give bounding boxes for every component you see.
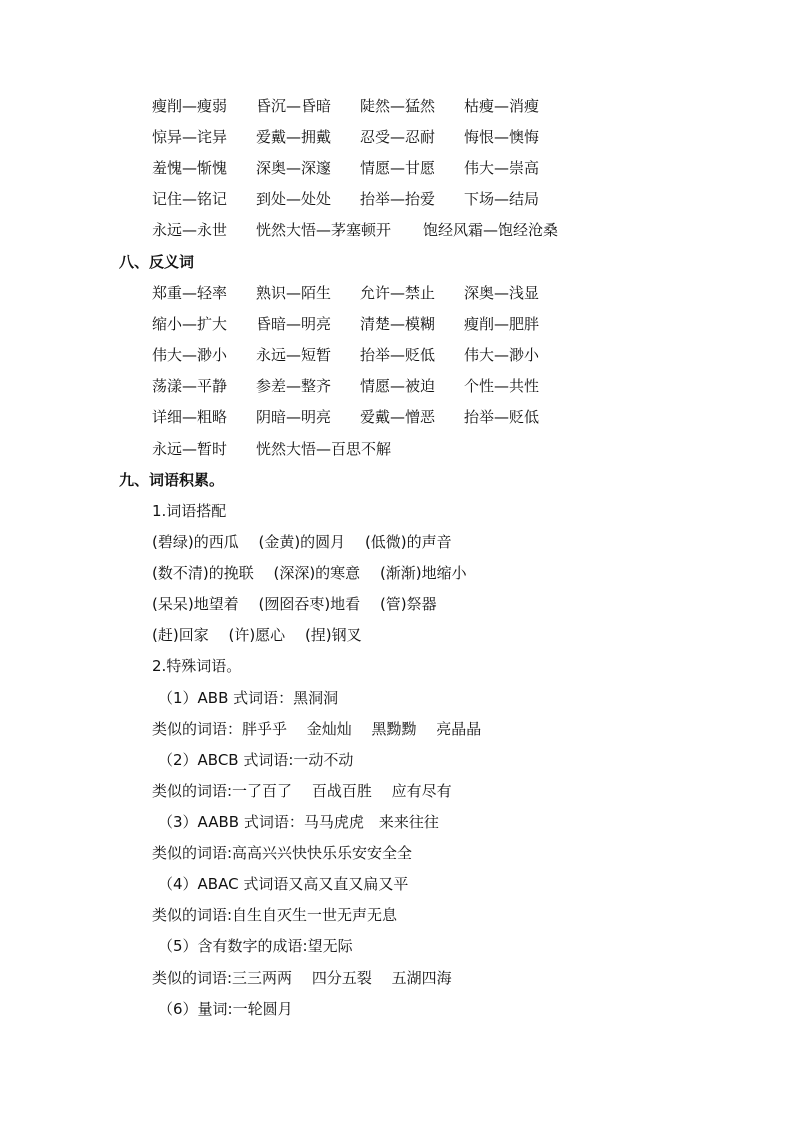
similar-words: 类似的词语:三三两两 四分五裂 五湖四海: [152, 969, 452, 987]
antonym-row: [152, 281, 568, 305]
special-word-item: （2）ABCB 式词语:一动不动: [158, 751, 354, 769]
word-pair: 抬举—贬低: [360, 346, 436, 364]
special-word-item: （3）AABB 式词语：马马虎虎 来来往往: [158, 813, 439, 831]
synonym-row: [152, 187, 568, 211]
word-pair: 伟大—渺小: [152, 346, 228, 364]
word-pair: 熟识—陌生: [256, 284, 332, 302]
word-pair: 荡漾—平静: [152, 377, 228, 395]
section-heading-vocabulary: 九、词语积累。: [119, 471, 225, 489]
word-pair: 陡然—猛然: [360, 97, 436, 115]
word-pair: 恍然大悟—百思不解: [256, 440, 392, 458]
subsection-title: 2.特殊词语。: [152, 657, 242, 675]
antonym-row: [152, 405, 568, 429]
synonym-row: [152, 156, 568, 180]
word-pair: 到处—处处: [256, 190, 332, 208]
word-pair: 永远—短暂: [256, 346, 332, 364]
word-pair: 瘦削—肥胖: [464, 315, 540, 333]
collocation-line: (数不清)的挽联 (深深)的寒意 (渐渐)地缩小: [152, 564, 467, 582]
special-word-item: （5）含有数字的成语:望无际: [158, 937, 353, 955]
word-pair: 记住—铭记: [152, 190, 228, 208]
word-pair: 阴暗—明亮: [256, 408, 332, 426]
word-pair: 枯瘦—消瘦: [464, 97, 540, 115]
word-pair: 情愿—甘愿: [360, 159, 436, 177]
word-pair: 爱戴—憎恶: [360, 408, 436, 426]
word-pair: 清楚—模糊: [360, 315, 436, 333]
antonym-row: [152, 343, 568, 367]
word-pair: 瘦削—瘦弱: [152, 97, 228, 115]
word-pair: 永远—永世: [152, 221, 228, 239]
word-pair: 惊异—诧异: [152, 128, 228, 146]
special-word-item: （1）ABB 式词语：黑洞洞: [158, 689, 339, 707]
collocation-line: (呆呆)地望着 (囫囵吞枣)地看 (管)祭器: [152, 595, 437, 613]
word-pair: 情愿—被迫: [360, 377, 436, 395]
word-pair: 悔恨—懊悔: [464, 128, 540, 146]
word-pair: 昏暗—明亮: [256, 315, 332, 333]
word-pair: 永远—暂时: [152, 440, 228, 458]
word-pair: 下场—结局: [464, 190, 540, 208]
synonym-row: [152, 125, 568, 149]
word-pair: 参差—整齐: [256, 377, 332, 395]
collocation-line: (赶)回家 (许)愿心 (捏)钢叉: [152, 626, 362, 644]
similar-words: 类似的词语:一了百了 百战百胜 应有尽有: [152, 782, 452, 800]
word-pair: 昏沉—昏暗: [256, 97, 332, 115]
word-pair: 抬举—抬爱: [360, 190, 436, 208]
word-pair: 恍然大悟—茅塞顿开: [256, 221, 392, 239]
word-pair: 忍受—忍耐: [360, 128, 436, 146]
word-pair: 饱经风霜—饱经沧桑: [423, 221, 559, 239]
word-pair: 抬举—贬低: [464, 408, 540, 426]
synonym-row: [152, 218, 558, 242]
collocation-line: (碧绿)的西瓜 (金黄)的圆月 (低微)的声音: [152, 533, 452, 551]
word-pair: 允许—禁止: [360, 284, 436, 302]
word-pair: 郑重—轻率: [152, 284, 228, 302]
similar-words: 类似的词语:自生自灭生一世无声无息: [152, 906, 398, 924]
word-pair: 缩小—扩大: [152, 315, 228, 333]
subsection-title: 1.词语搭配: [152, 502, 227, 520]
word-pair: 羞愧—惭愧: [152, 159, 228, 177]
word-pair: 深奥—深邃: [256, 159, 332, 177]
special-word-item: （4）ABAC 式词语又高又直又扁又平: [158, 875, 409, 893]
section-heading-antonyms: 八、反义词: [119, 253, 195, 271]
similar-words: 类似的词语:高高兴兴快快乐乐安安全全: [152, 844, 413, 862]
word-pair: 伟大—渺小: [464, 346, 540, 364]
special-word-item: （6）量词:一轮圆月: [158, 1000, 293, 1018]
synonym-row: [152, 94, 568, 118]
word-pair: 深奥—浅显: [464, 284, 540, 302]
word-pair: 详细—粗略: [152, 408, 228, 426]
antonym-row: [152, 312, 568, 336]
antonym-row: [152, 374, 568, 398]
similar-words: 类似的词语：胖乎乎 金灿灿 黑黝黝 亮晶晶: [152, 720, 482, 738]
word-pair: 伟大—崇高: [464, 159, 540, 177]
word-pair: 个性—共性: [464, 377, 540, 395]
word-pair: 爱戴—拥戴: [256, 128, 332, 146]
antonym-row: [152, 437, 391, 461]
